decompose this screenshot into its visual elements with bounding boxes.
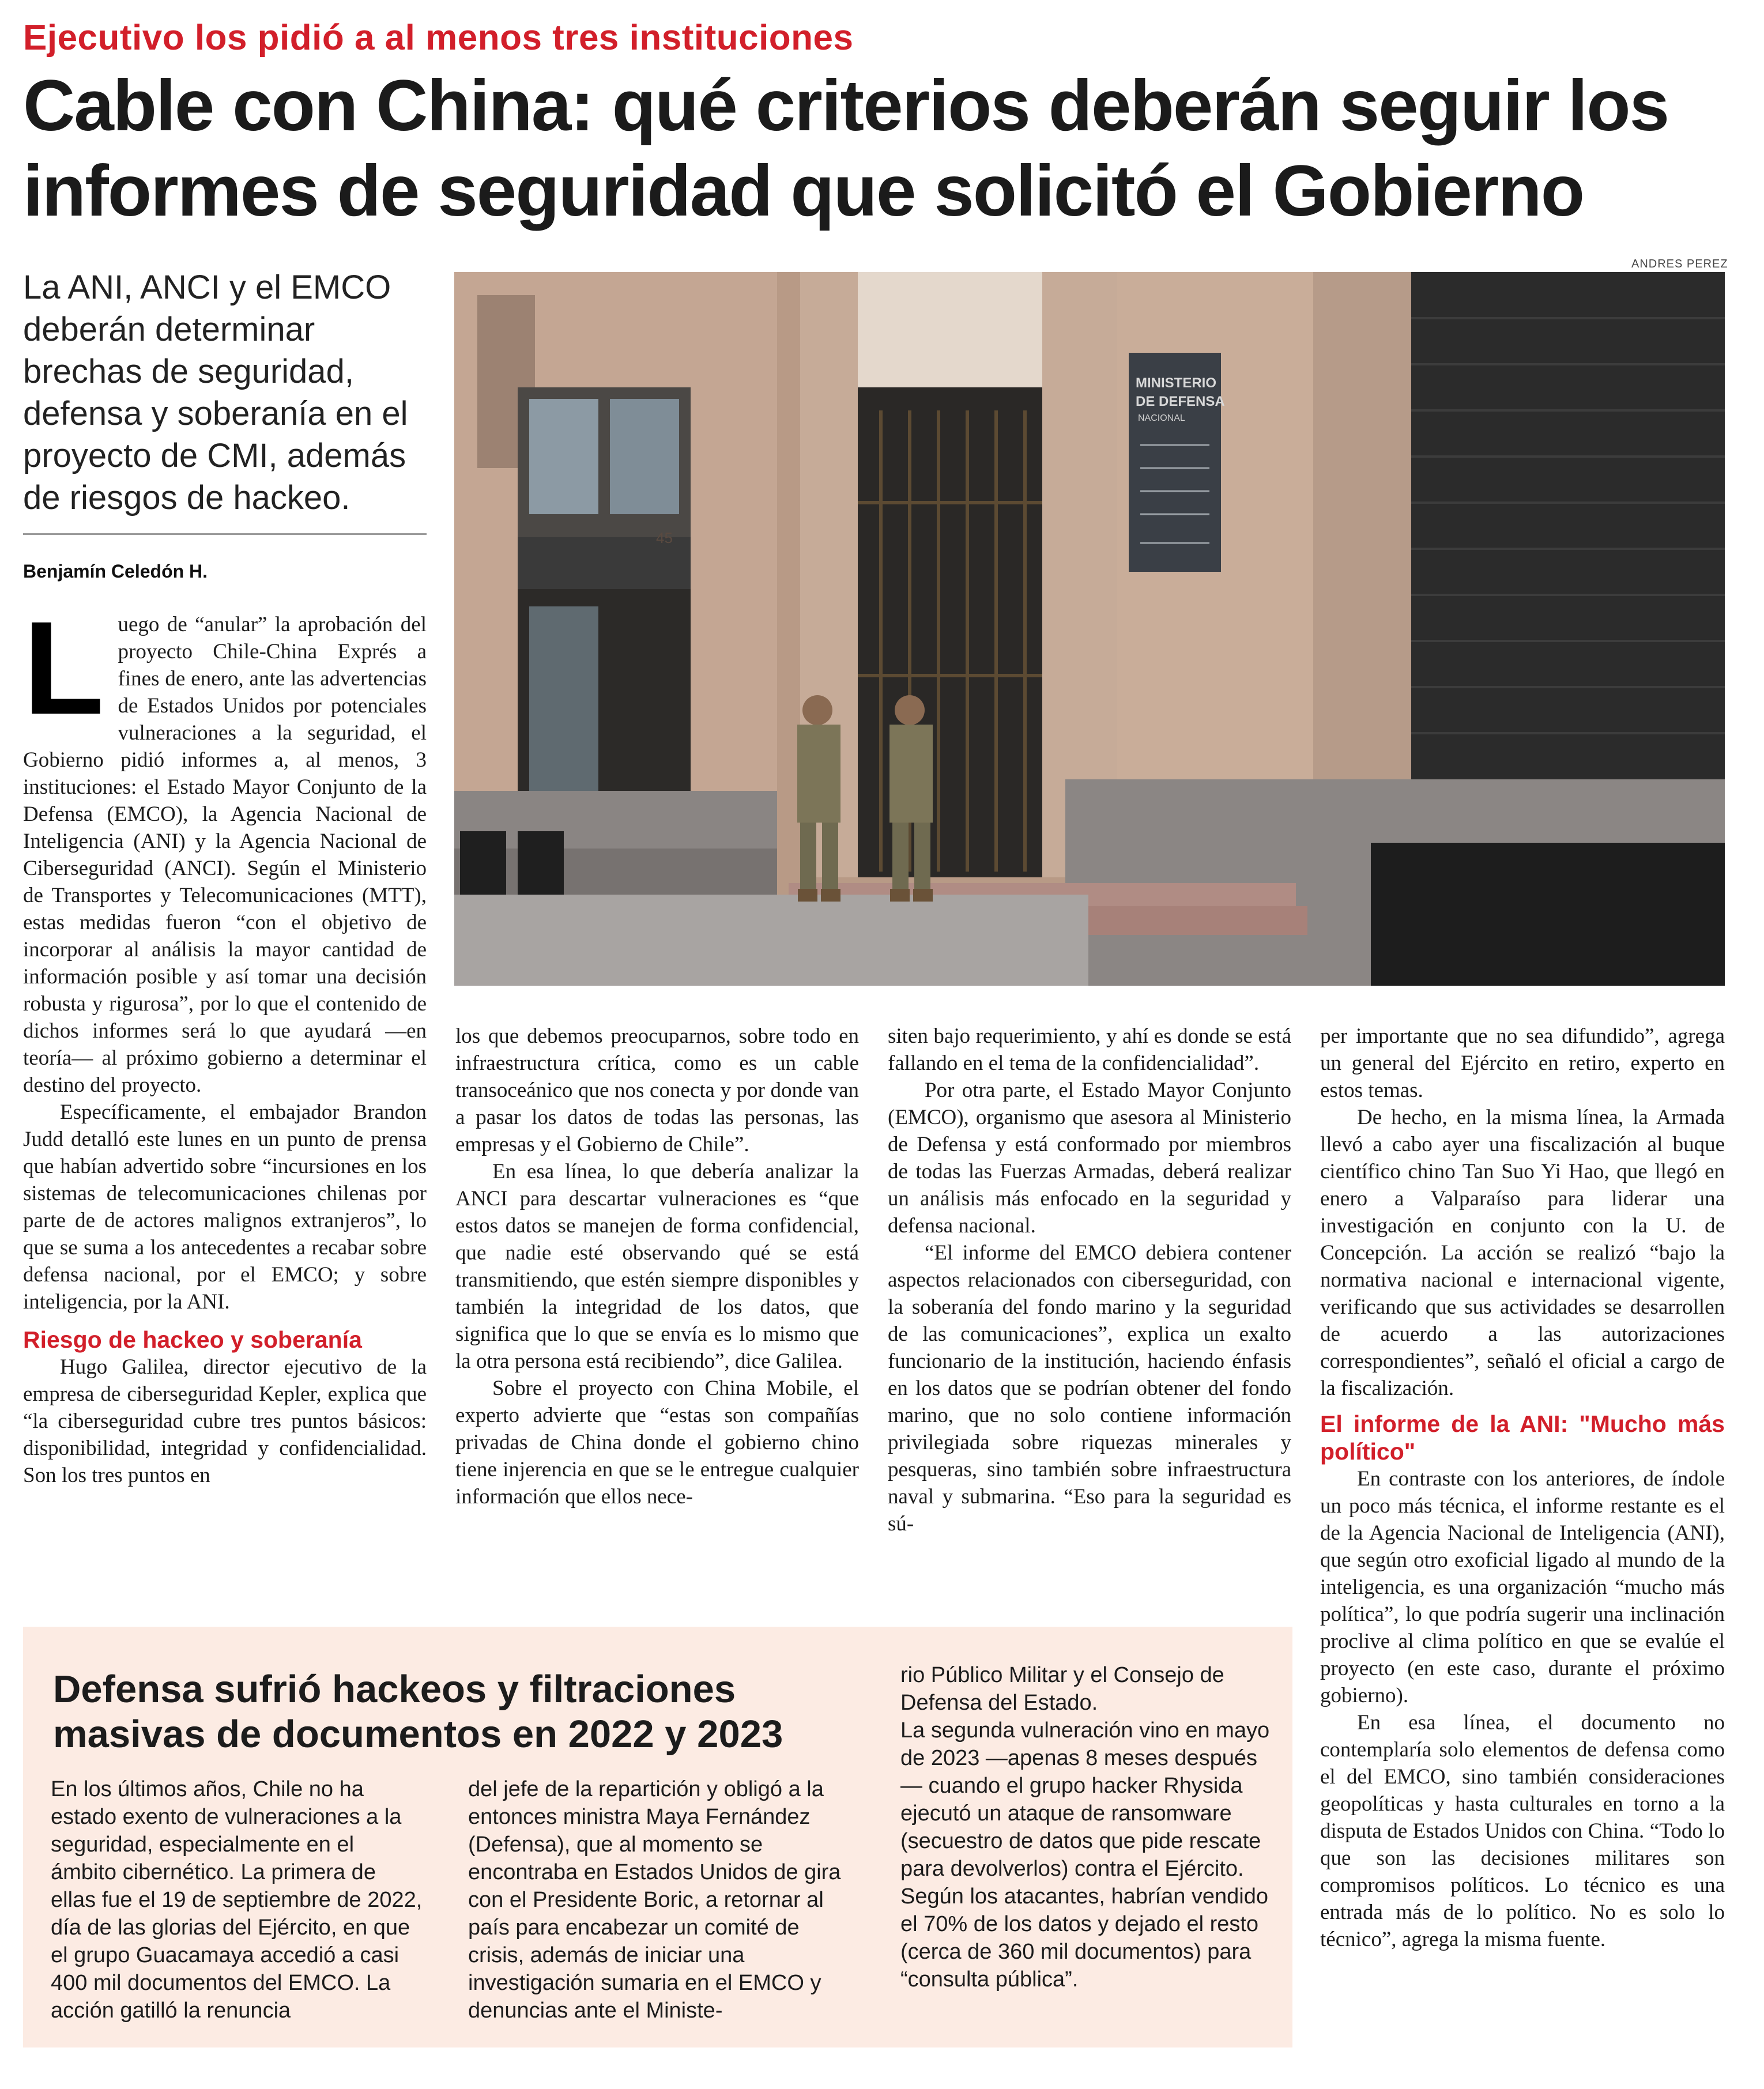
subhead-informe-ani: El informe de la ANI: "Mucho más político" [1320, 1411, 1725, 1465]
article-column-3 [888, 1023, 1291, 1537]
byline: Benjamín Celedón H. [23, 561, 208, 582]
headline: Cable con China: qué criterios deberán seguir los informes de seguridad que solicitó el Gobierno [23, 66, 1669, 231]
col3-paragraph-1: siten bajo requerimiento, y ahí es donde se está fallando en el tema de la confidencialidad”. [888, 1024, 1291, 1075]
box-column-2: del jefe de la repartición y obligó a la entonces ministra Maya Fernández (Defensa), que al momento se encontraba en Estados Unidos de gira con el Presidente Boric, a retornar al país para encabezar un comité de crisis, además de iniciar una investigación sumaria en el EMCO y denuncias ante el Ministe- [468, 1777, 841, 2023]
col4-paragraph-4: En esa línea, el documento no contemplaría solo elementos de defensa como el del EMCO, sino también consideraciones geopolíticas y hasta culturales en torno a la disputa de Estados Unidos con China. “Todo lo que son las decisiones militares son compromisos políticos. Lo técnico es una entrada más de lo político. No es solo lo técnico”, agrega la misma fuente. [1320, 1711, 1725, 1951]
article-column-1 [23, 594, 427, 1489]
col4-paragraph-1: per importante que no sea difundido”, agrega un general del Ejército en retiro, experto en estos temas. [1320, 1024, 1725, 1102]
article-column-4 [1320, 1023, 1725, 1953]
col3-paragraph-3: “El informe del EMCO debiera contener aspectos relacionados con ciberseguridad, con la soberanía del fondo marino y la seguridad de las comunicaciones”, explica un exalto funcionario de la institución, haciendo énfasis en los datos que se podrían obtener del fondo marino, que no solo contiene información privilegiada sobre riquezas minerales y pesqueras, sino también sobre infraestructura naval y submarina. “Eso para la seguridad es sú- [888, 1241, 1291, 1536]
col2-paragraph-1: los que debemos preocuparnos, sobre todo en infraestructura crítica, como es un cable transoceánico que nos conecta y por donde van a pasar los datos de todas las personas, las empresas y el Gobierno de Chile”. [455, 1024, 859, 1156]
col1-paragraph-2: Específicamente, el embajador Brandon Judd detalló este lunes en un punto de prensa que habían advertido sobre “incursiones en los sistemas de telecomunicaciones chilenas por parte de de actores malignos extranjeros”, lo que se suma a los antecedentes a recabar sobre defensa nacional, por el EMCO; y sobre inteligencia, por la ANI. [23, 1100, 427, 1314]
photo-credit: ANDRES PEREZ [1631, 258, 1728, 270]
col2-paragraph-2: En esa línea, lo que debería analizar la ANCI para descartar vulneraciones es “que estos datos se manejen de forma confidencial, que nadie esté observando qué se está transmitiendo, que estén siempre disponibles y también la integridad de los datos, que significa que lo que se envía es lo mismo que la otra persona está recibiendo”, dice Galilea. [455, 1160, 859, 1373]
col4-paragraph-2: De hecho, en la misma línea, la Armada llevó a cabo ayer una fiscalización al buque científico chino Tan Suo Yi Hao, que llegó en enero a Valparaíso para liderar una investigación en conjunto con la U. de Concepción. La acción se realizó “bajo la normativa nacional e internacional vigente, verificando que sus actividades se desarrollen de acuerdo a las autorizaciones correspondientes”, señaló el oficial a cargo de la fiscalización. [1320, 1106, 1725, 1400]
lead-divider [23, 533, 427, 535]
ministry-entrance-photo [454, 272, 1725, 986]
box-headline: Defensa sufrió hackeos y filtraciones masivas de documentos en 2022 y 2023 [53, 1668, 783, 1756]
subhead-riesgo: Riesgo de hackeo y soberanía [23, 1326, 362, 1353]
dropcap: L [23, 594, 104, 742]
box-column-1: En los últimos años, Chile no ha estado exento de vulneraciones a la seguridad, especialmente en el ámbito cibernético. La primera de ellas fue el 19 de septiembre de 2022, día de las glorias del Ejército, en que el grupo Guacamaya accedió a casi 400 mil documentos del EMCO. La acción gatilló la renuncia [51, 1777, 423, 2023]
building-number: 45 [656, 529, 673, 546]
box-col3-paragraph-2: La segunda vulneración vino en mayo de 2023 —apenas 8 meses después— cuando el grupo hacker Rhysida ejecutó un ataque de ransomware (secuestro de datos que pide rescate para devolverlos) contra el Ejército. Según los atacantes, habrían vendido el 70% de los datos y dejado el resto (cerca de 360 mil documentos) para “consulta pública”. [900, 1718, 1270, 1992]
plaque-line1: MINISTERIO [1136, 375, 1217, 391]
col3-paragraph-2: Por otra parte, el Estado Mayor Conjunto (EMCO), organismo que asesora al Ministerio de Defensa y está conformado por miembros de todas las Fuerzas Armadas, deberá realizar un análisis más enfocado en la seguridad y defensa nacional. [888, 1079, 1291, 1238]
lead-summary: La ANI, ANCI y el EMCO deberán determinar brechas de seguridad, defensa y soberanía en el proyecto de CMI, además de riesgos de hackeo. [23, 269, 408, 516]
plaque-line2: DE DEFENSA [1136, 394, 1225, 409]
kicker: Ejecutivo los pidió a al menos tres instituciones [23, 18, 854, 58]
col4-paragraph-3: En contraste con los anteriores, de índole un poco más técnica, el informe restante es el de la Agencia Nacional de Inteligencia (ANI), que según otro exoficial ligado al mundo de la inteligencia, es una organización “mucho más política”, lo que podría sugerir una inclinación proclive al clima político en que se evalúe el proyecto (en este caso, durante el próximo gobierno). [1320, 1467, 1725, 1707]
article-column-2 [455, 1023, 859, 1510]
box-column-3 [900, 1661, 1275, 1993]
col1-paragraph-1: uego de “anular” la aprobación del proyecto Chile-China Exprés a fines de enero, ante las advertencias de Estados Unidos por potenciales vulneraciones a la seguridad, el Gobierno pidió informes a, al menos, 3 instituciones: el Estado Mayor Conjunto de la Defensa (EMCO), la Agencia Nacional de Inteligencia (ANI) y la Agencia Nacional de Ciberseguridad (ANCI). Según el Ministerio de Transportes y Telecomunicaciones (MTT), estas medidas fueron “con el objetivo de incorporar al análisis la mayor cantidad de información posible y así tomar una decisión robusta y rigurosa”, por lo que el contenido de dichos informes será lo que ayudará —en teoría— al próximo gobierno a determinar el destino del proyecto. [23, 613, 427, 1097]
col2-paragraph-3: Sobre el proyecto con China Mobile, el experto advierte que “estas son compañías privadas de China donde el gobierno chino tiene injerencia en que se le entregue cualquier información que ellos nece- [455, 1377, 859, 1509]
plaque-line3: NACIONAL [1138, 413, 1185, 423]
col1-paragraph-3: Hugo Galilea, director ejecutivo de la empresa de ciberseguridad Kepler, explica que “la ciberseguridad cubre tres puntos básicos: disponibilidad, integridad y confidencialidad. Son los tres puntos en [23, 1355, 427, 1487]
box-col3-paragraph-1: rio Público Militar y el Consejo de Defensa del Estado. [900, 1663, 1224, 1715]
